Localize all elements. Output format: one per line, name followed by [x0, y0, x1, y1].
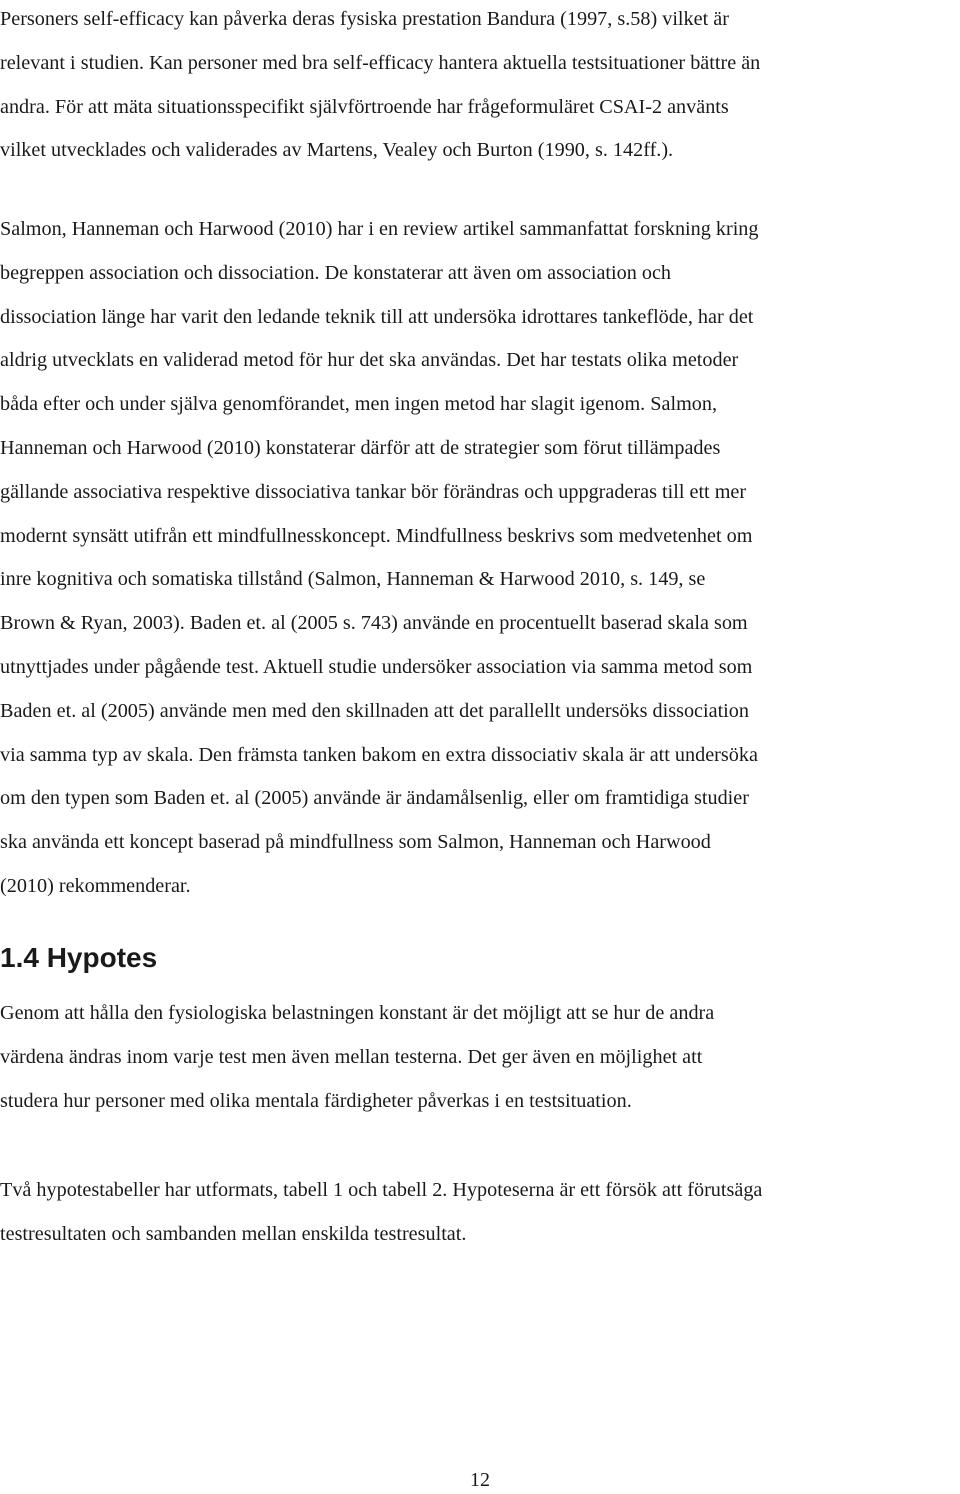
page-number: 12: [470, 1469, 490, 1491]
paragraph-hypotes-tables: Två hypotestabeller har utformats, tabell 1 och tabell 2. Hypoteserna är ett försök att förutsäga testresultaten och sambanden mellan enskilda testresultat.: [0, 1179, 763, 1245]
paragraph-self-efficacy: Personers self-efficacy kan påverka deras fysiska prestation Bandura (1997, s.58) vilket är relevant i studien. Kan personer med bra self-efficacy hantera aktuella testsituationer bättre än andra. För att mäta situationsspecifikt självförtroende har frågeformuläret CSAI-2 använts vilket utvecklades och validerades av Martens, Vealey och Burton (1990, s. 142ff.).: [0, 8, 761, 162]
paragraph-association-dissociation: Salmon, Hanneman och Harwood (2010) har i en review artikel sammanfattat forskning kring begreppen association och dissociation. De konstaterar att även om association och dissociation länge har varit den ledande teknik till att undersöka idrottares tankeflöde, har det aldrig utvecklats en validerad metod för hur det ska användas. Det har testats olika metoder båda efter och under själva genomförandet, men ingen metod har slagit igenom. Salmon, Hanneman och Harwood (2010) konstaterar därför att de strategier som förut tillämpades gällande associativa respektive dissociativa tankar bör förändras och uppgraderas till ett mer modernt synsätt utifrån ett mindfullnesskoncept. Mindfullness beskrivs som medvetenhet om inre kognitiva och somatiska tillstånd (Salmon, Hanneman & Harwood 2010, s. 149, se Brown & Ryan, 2003). Baden et. al (2005 s. 743) använde en procentuellt baserad skala som utnyttjades under pågående test. Aktuell studie undersöker association via samma metod som Baden et. al (2005) använde men med den skillnaden att det parallellt undersöks dissociation via samma typ av skala. Den främsta tanken bakom en extra dissociativ skala är att undersöka om den typen som Baden et. al (2005) använde är ändamålsenlig, eller om framtidiga studier ska använda ett koncept baserad på mindfullness som Salmon, Hanneman och Harwood (2010) rekommenderar.: [0, 218, 759, 897]
paragraph-hypotes-intro: Genom att hålla den fysiologiska belastningen konstant är det möjligt att se hur de andra värdena ändras inom varje test men även mellan testerna. Det ger även en möjlighet att studera hur personer med olika mentala färdigheter påverkas i en testsituation.: [0, 1002, 715, 1112]
section-heading-hypotes: 1.4 Hypotes: [0, 942, 158, 973]
